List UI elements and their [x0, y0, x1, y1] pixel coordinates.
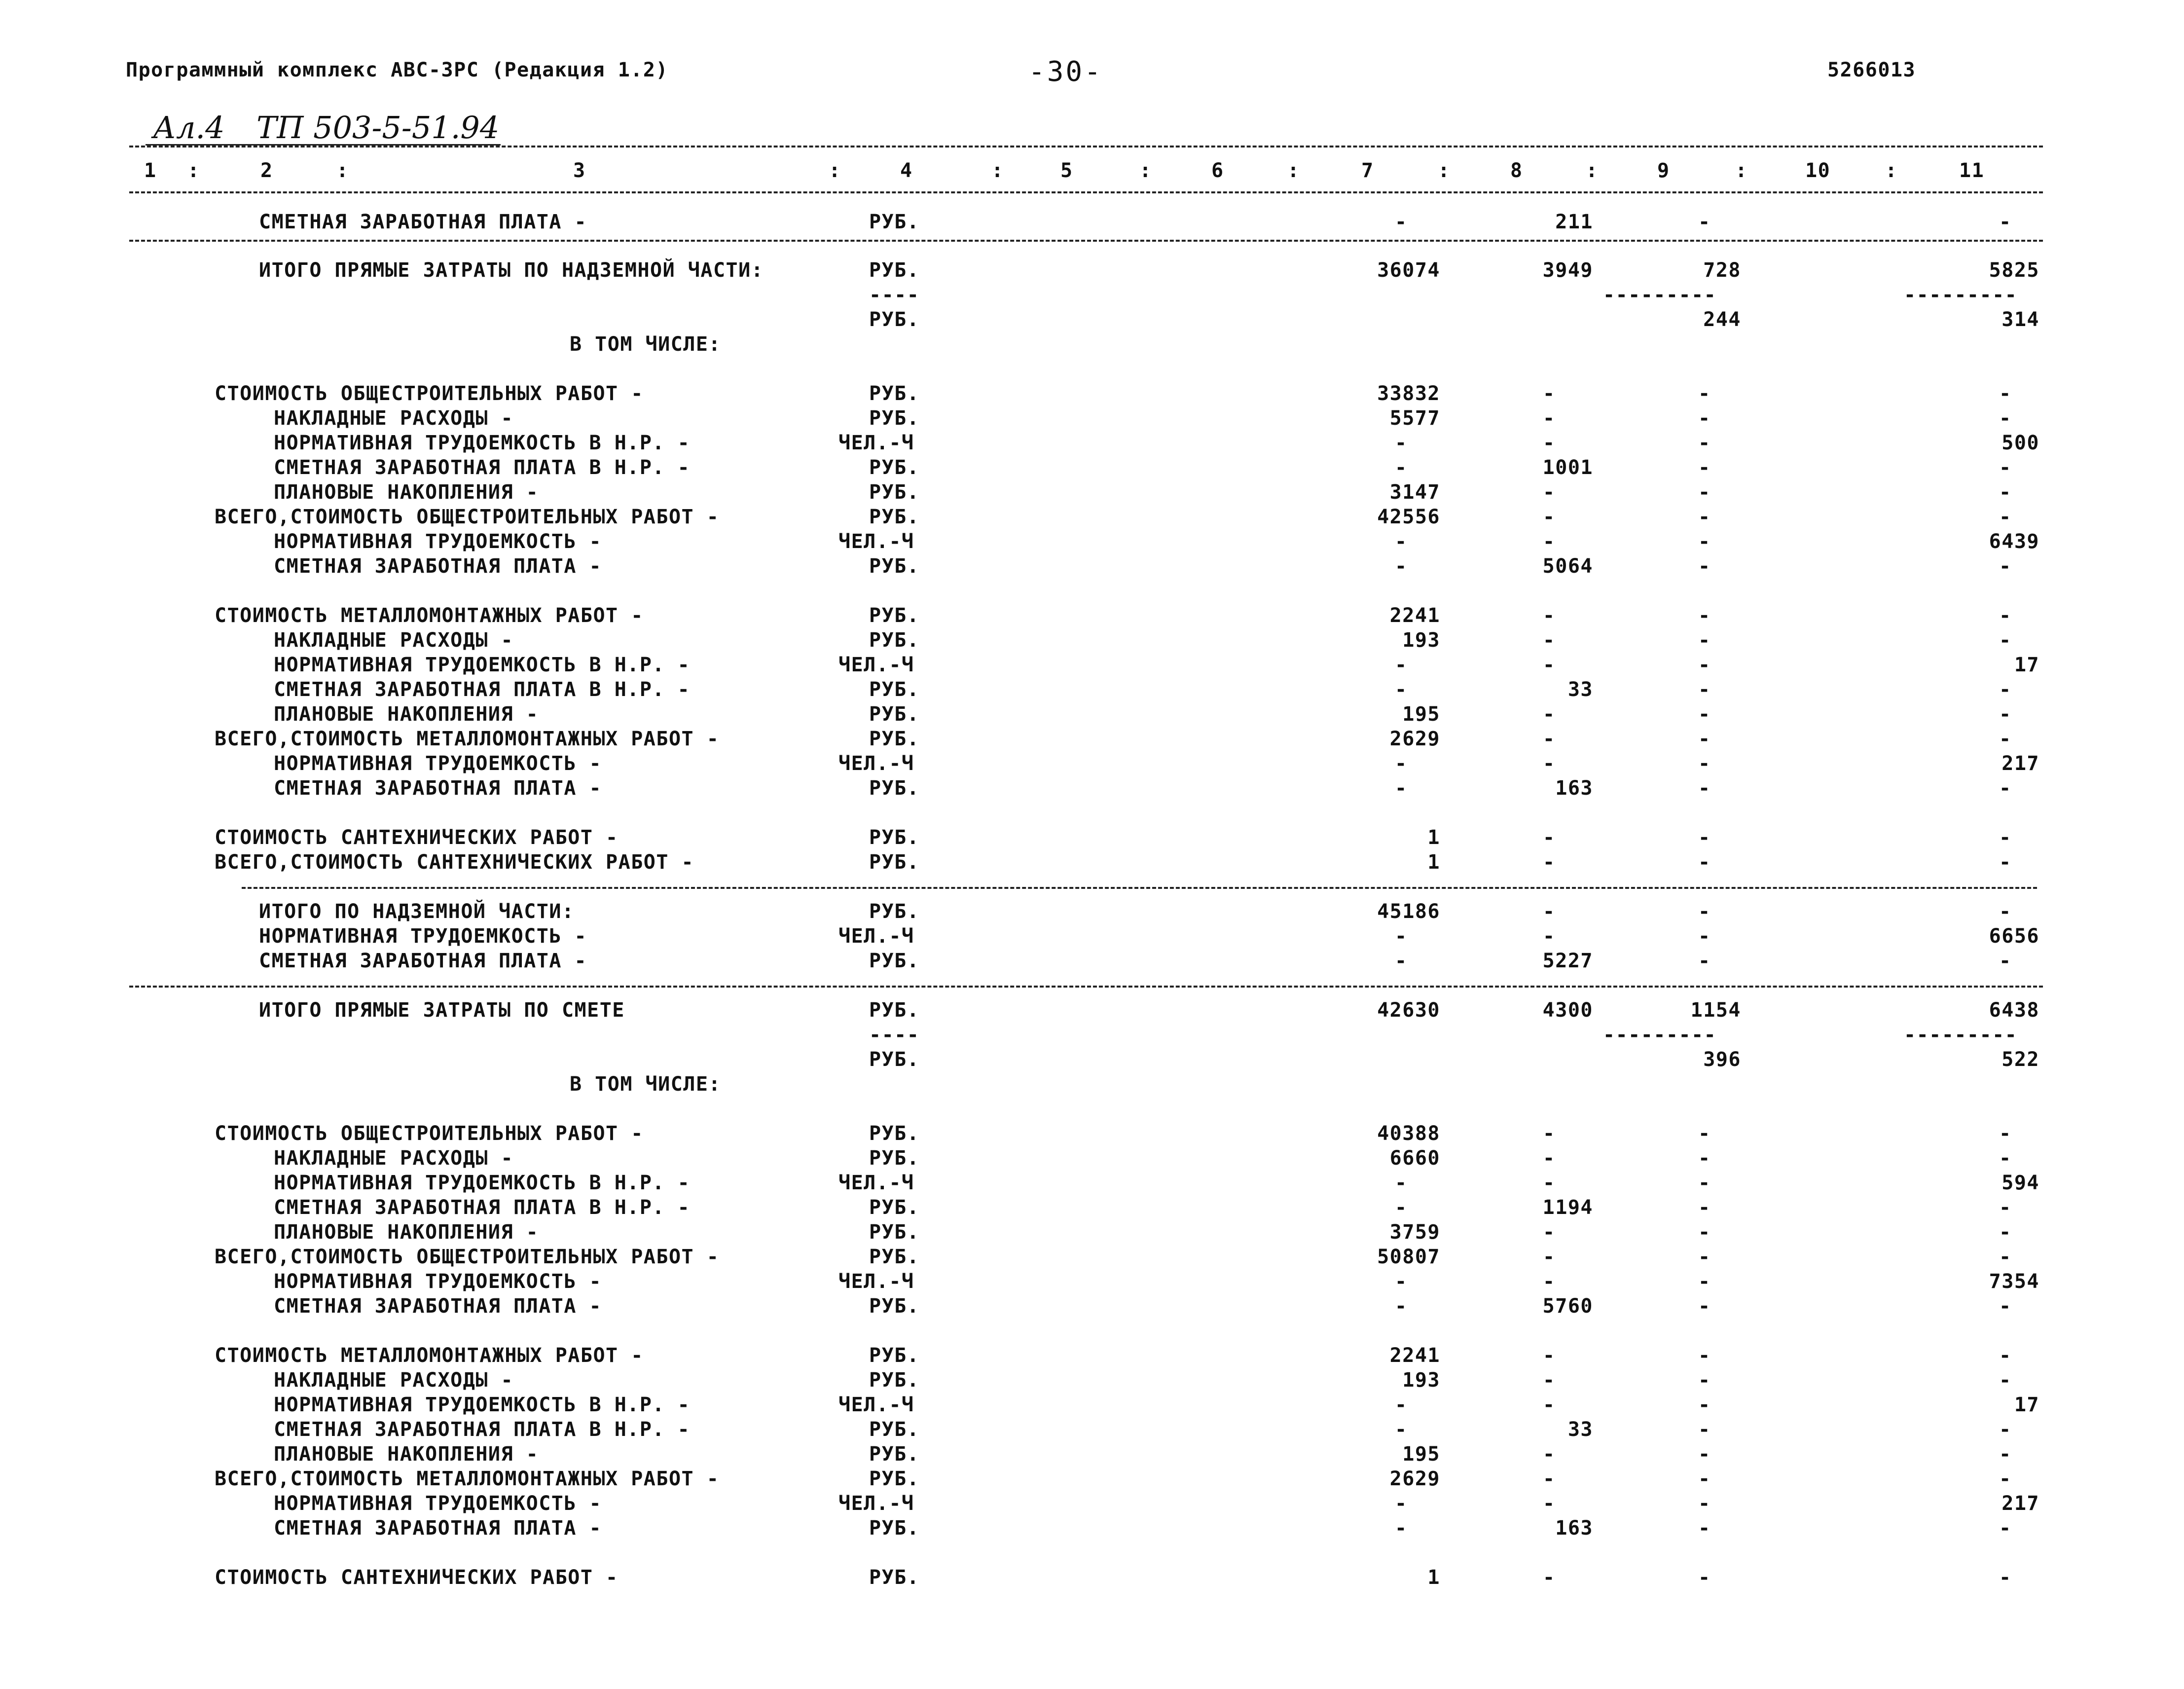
- cell-col7: 2629: [1389, 1468, 1440, 1490]
- cell-col8: 211: [1555, 211, 1593, 233]
- row-unit: РУБ.: [869, 1566, 920, 1589]
- cell-col8: -: [1543, 382, 1556, 405]
- cell-col8: 33: [1567, 678, 1593, 701]
- cell-col8: -: [1543, 432, 1556, 454]
- cell-col11: 500: [2002, 432, 2039, 454]
- unit-underline: ----: [869, 1024, 920, 1046]
- row-label: СМЕТНАЯ ЗАРАБОТНАЯ ПЛАТА -: [274, 777, 602, 800]
- cell-col7: 3147: [1389, 481, 1440, 504]
- cell-col9: -: [1698, 407, 1711, 430]
- cell-col7: -: [1395, 456, 1408, 479]
- row-unit: РУБ.: [869, 1295, 920, 1318]
- cell-col11: 5825: [1989, 259, 2039, 282]
- cell-col7: -: [1395, 1172, 1408, 1194]
- row-unit: РУБ.: [869, 1048, 920, 1071]
- row-unit: РУБ.: [869, 211, 920, 233]
- cell-col11: -: [1999, 1246, 2012, 1268]
- cell-col9: -: [1698, 1147, 1711, 1170]
- row-label: СМЕТНАЯ ЗАРАБОТНАЯ ПЛАТА В Н.Р. -: [274, 1418, 691, 1441]
- cell-col7: 2241: [1389, 604, 1440, 627]
- cell-col11: -: [1999, 826, 2012, 849]
- row-unit: РУБ.: [869, 1344, 920, 1367]
- cell-col8: -: [1543, 728, 1556, 750]
- cell-col11: 522: [2002, 1048, 2039, 1071]
- column-header-3: 3: [573, 159, 586, 182]
- column-header-10: 10: [1805, 159, 1831, 182]
- cell-col8: -: [1543, 1566, 1556, 1589]
- cell-col9: -: [1698, 1369, 1711, 1392]
- cell-col9: -: [1698, 629, 1711, 652]
- row-label: СТОИМОСТЬ САНТЕХНИЧЕСКИХ РАБОТ -: [215, 826, 619, 849]
- row-unit: РУБ.: [869, 481, 920, 504]
- cell-col7: -: [1395, 925, 1408, 948]
- row-label: В ТОМ ЧИСЛЕ:: [570, 1073, 721, 1096]
- row-unit: РУБ.: [869, 1147, 920, 1170]
- document-number: 5266013: [1827, 59, 1916, 81]
- cell-col8: 1001: [1542, 456, 1593, 479]
- cell-col8: 33: [1567, 1418, 1593, 1441]
- cell-col7: -: [1395, 678, 1408, 701]
- cell-col11: 217: [2002, 752, 2039, 775]
- row-unit: РУБ.: [869, 1196, 920, 1219]
- row-label: ВСЕГО,СТОИМОСТЬ МЕТАЛЛОМОНТАЖНЫХ РАБОТ -: [215, 728, 720, 750]
- cell-col11: -: [1999, 604, 2012, 627]
- col9-underline: ---------: [1603, 1024, 1717, 1046]
- cell-col11: -: [1999, 1369, 2012, 1392]
- col11-underline: ---------: [1904, 1024, 2018, 1046]
- cell-col8: -: [1543, 1246, 1556, 1268]
- row-label: НОРМАТИВНАЯ ТРУДОЕМКОСТЬ -: [274, 1492, 602, 1515]
- row-label: ПЛАНОВЫЕ НАКОПЛЕНИЯ -: [274, 703, 539, 726]
- program-title: Программный комплекс АВС-3РС (Редакция 1.2): [126, 59, 669, 81]
- cell-col9: -: [1698, 1492, 1711, 1515]
- cell-col9: -: [1698, 703, 1711, 726]
- cell-col11: 594: [2002, 1172, 2039, 1194]
- cell-col7: 2629: [1389, 728, 1440, 750]
- cell-col8: 5064: [1542, 555, 1593, 578]
- cell-col11: 314: [2002, 308, 2039, 331]
- cell-col9: -: [1698, 1270, 1711, 1293]
- cell-col8: -: [1543, 1221, 1556, 1244]
- row-unit: РУБ.: [869, 826, 920, 849]
- cell-col11: 17: [2014, 654, 2039, 676]
- row-label: НОРМАТИВНАЯ ТРУДОЕМКОСТЬ -: [274, 530, 602, 553]
- cell-col7: -: [1395, 752, 1408, 775]
- table-top-rule: [129, 146, 2043, 147]
- row-unit: РУБ.: [869, 1418, 920, 1441]
- row-unit: РУБ.: [869, 999, 920, 1022]
- cell-col11: -: [1999, 555, 2012, 578]
- cell-col7: 42556: [1377, 506, 1440, 528]
- column-separator: :: [1438, 159, 1451, 182]
- row-unit: РУБ.: [869, 950, 920, 972]
- cell-col9: -: [1698, 432, 1711, 454]
- row-label: СМЕТНАЯ ЗАРАБОТНАЯ ПЛАТА -: [259, 211, 587, 233]
- cell-col9: -: [1698, 1517, 1711, 1540]
- cell-col11: -: [1999, 1566, 2012, 1589]
- unit-underline: ----: [869, 284, 920, 306]
- cell-col8: -: [1543, 1468, 1556, 1490]
- row-label: ИТОГО ПО НАДЗЕМНОЙ ЧАСТИ:: [259, 900, 575, 923]
- cell-col7: -: [1395, 1394, 1408, 1416]
- cell-col9: -: [1698, 382, 1711, 405]
- cell-col11: -: [1999, 900, 2012, 923]
- cell-col11: 7354: [1989, 1270, 2039, 1293]
- cell-col9: -: [1698, 826, 1711, 849]
- cell-col7: 195: [1402, 703, 1440, 726]
- row-label: СМЕТНАЯ ЗАРАБОТНАЯ ПЛАТА В Н.Р. -: [274, 1196, 691, 1219]
- row-unit: РУБ.: [869, 900, 920, 923]
- row-label: ВСЕГО,СТОИМОСТЬ ОБЩЕСТРОИТЕЛЬНЫХ РАБОТ -: [215, 1246, 720, 1268]
- cell-col7: 1: [1427, 826, 1440, 849]
- row-label: В ТОМ ЧИСЛЕ:: [570, 333, 721, 356]
- column-separator: :: [829, 159, 841, 182]
- cell-col7: -: [1395, 1196, 1408, 1219]
- row-unit: РУБ.: [869, 407, 920, 430]
- cell-col7: 45186: [1377, 900, 1440, 923]
- cell-col11: -: [1999, 703, 2012, 726]
- column-separator: :: [1735, 159, 1748, 182]
- row-unit: ЧЕЛ.-Ч: [838, 1492, 914, 1515]
- row-label: НОРМАТИВНАЯ ТРУДОЕМКОСТЬ В Н.Р. -: [274, 1172, 691, 1194]
- row-unit: РУБ.: [869, 1369, 920, 1392]
- cell-col9: -: [1698, 950, 1711, 972]
- cell-col7: -: [1395, 1517, 1408, 1540]
- row-label: ПЛАНОВЫЕ НАКОПЛЕНИЯ -: [274, 1221, 539, 1244]
- cell-col11: -: [1999, 1196, 2012, 1219]
- row-label: НОРМАТИВНАЯ ТРУДОЕМКОСТЬ В Н.Р. -: [274, 432, 691, 454]
- col9-underline: ---------: [1603, 284, 1717, 306]
- column-separator: :: [1139, 159, 1152, 182]
- section-rule: [242, 887, 2037, 889]
- row-label: НАКЛАДНЫЕ РАСХОДЫ -: [274, 629, 514, 652]
- cell-col7: 33832: [1377, 382, 1440, 405]
- col11-underline: ---------: [1904, 284, 2018, 306]
- cell-col7: 50807: [1377, 1246, 1440, 1268]
- cell-col11: -: [1999, 1443, 2012, 1466]
- cell-col8: -: [1543, 1443, 1556, 1466]
- row-unit: РУБ.: [869, 678, 920, 701]
- cell-col7: -: [1395, 1270, 1408, 1293]
- row-unit: РУБ.: [869, 851, 920, 874]
- cell-col9: -: [1698, 456, 1711, 479]
- cell-col9: 728: [1703, 259, 1741, 282]
- cell-col8: -: [1543, 654, 1556, 676]
- cell-col9: -: [1698, 1418, 1711, 1441]
- cell-col9: -: [1698, 678, 1711, 701]
- cell-col8: -: [1543, 629, 1556, 652]
- row-unit: РУБ.: [869, 1122, 920, 1145]
- cell-col8: -: [1543, 481, 1556, 504]
- cell-col8: 1194: [1542, 1196, 1593, 1219]
- page-number: -30-: [1028, 56, 1103, 88]
- row-unit: РУБ.: [869, 777, 920, 800]
- cell-col9: -: [1698, 1221, 1711, 1244]
- row-unit: РУБ.: [869, 555, 920, 578]
- cell-col9: -: [1698, 1566, 1711, 1589]
- cell-col8: -: [1543, 1147, 1556, 1170]
- cell-col7: -: [1395, 432, 1408, 454]
- cell-col9: -: [1698, 777, 1711, 800]
- cell-col11: -: [1999, 1418, 2012, 1441]
- row-label: СМЕТНАЯ ЗАРАБОТНАЯ ПЛАТА -: [274, 1517, 602, 1540]
- row-unit: РУБ.: [869, 728, 920, 750]
- cell-col8: -: [1543, 851, 1556, 874]
- cell-col11: -: [1999, 382, 2012, 405]
- section-rule: [129, 240, 2043, 242]
- row-unit: РУБ.: [869, 259, 920, 282]
- row-unit: ЧЕЛ.-Ч: [838, 1172, 914, 1194]
- row-unit: РУБ.: [869, 1443, 920, 1466]
- cell-col7: -: [1395, 950, 1408, 972]
- cell-col11: -: [1999, 211, 2012, 233]
- cell-col9: -: [1698, 1196, 1711, 1219]
- row-unit: РУБ.: [869, 456, 920, 479]
- row-label: НОРМАТИВНАЯ ТРУДОЕМКОСТЬ В Н.Р. -: [274, 1394, 691, 1416]
- cell-col7: 1: [1427, 851, 1440, 874]
- cell-col8: 5760: [1542, 1295, 1593, 1318]
- cell-col9: -: [1698, 1344, 1711, 1367]
- cell-col9: -: [1698, 1443, 1711, 1466]
- row-label: СТОИМОСТЬ ОБЩЕСТРОИТЕЛЬНЫХ РАБОТ -: [215, 382, 644, 405]
- cell-col8: -: [1543, 1369, 1556, 1392]
- row-unit: РУБ.: [869, 1246, 920, 1268]
- column-separator: :: [336, 159, 349, 182]
- row-unit: РУБ.: [869, 604, 920, 627]
- row-label: СМЕТНАЯ ЗАРАБОТНАЯ ПЛАТА -: [259, 950, 587, 972]
- column-header-4: 4: [900, 159, 913, 182]
- column-header-11: 11: [1959, 159, 1985, 182]
- cell-col9: -: [1698, 851, 1711, 874]
- row-label: НОРМАТИВНАЯ ТРУДОЕМКОСТЬ В Н.Р. -: [274, 654, 691, 676]
- cell-col11: -: [1999, 1221, 2012, 1244]
- cell-col8: -: [1543, 407, 1556, 430]
- cell-col7: -: [1395, 1492, 1408, 1515]
- row-label: ВСЕГО,СТОИМОСТЬ САНТЕХНИЧЕСКИХ РАБОТ -: [215, 851, 694, 874]
- cell-col9: -: [1698, 1122, 1711, 1145]
- cell-col9: -: [1698, 654, 1711, 676]
- cell-col9: -: [1698, 900, 1711, 923]
- cell-col8: -: [1543, 703, 1556, 726]
- cell-col7: -: [1395, 777, 1408, 800]
- row-unit: ЧЕЛ.-Ч: [838, 1394, 914, 1416]
- column-header-8: 8: [1510, 159, 1523, 182]
- cell-col11: 6439: [1989, 530, 2039, 553]
- cell-col7: -: [1395, 654, 1408, 676]
- cell-col7: 3759: [1389, 1221, 1440, 1244]
- cell-col9: -: [1698, 1394, 1711, 1416]
- cell-col11: -: [1999, 629, 2012, 652]
- cell-col11: -: [1999, 1517, 2012, 1540]
- row-unit: ЧЕЛ.-Ч: [838, 432, 914, 454]
- cell-col8: -: [1543, 530, 1556, 553]
- cell-col9: -: [1698, 604, 1711, 627]
- row-label: ПЛАНОВЫЕ НАКОПЛЕНИЯ -: [274, 481, 539, 504]
- cell-col11: 6656: [1989, 925, 2039, 948]
- cell-col7: 1: [1427, 1566, 1440, 1589]
- row-label: ВСЕГО,СТОИМОСТЬ ОБЩЕСТРОИТЕЛЬНЫХ РАБОТ -: [215, 506, 720, 528]
- cell-col9: -: [1698, 1295, 1711, 1318]
- cell-col9: -: [1698, 555, 1711, 578]
- row-unit: РУБ.: [869, 703, 920, 726]
- cell-col8: -: [1543, 1172, 1556, 1194]
- cell-col7: 193: [1402, 1369, 1440, 1392]
- row-label: ИТОГО ПРЯМЫЕ ЗАТРАТЫ ПО НАДЗЕМНОЙ ЧАСТИ:: [259, 259, 764, 282]
- row-unit: ЧЕЛ.-Ч: [838, 752, 914, 775]
- cell-col7: -: [1395, 211, 1408, 233]
- column-header-1: 1: [144, 159, 157, 182]
- cell-col8: -: [1543, 900, 1556, 923]
- cell-col7: 36074: [1377, 259, 1440, 282]
- cell-col7: 42630: [1377, 999, 1440, 1022]
- cell-col8: 163: [1555, 1517, 1593, 1540]
- row-label: НОРМАТИВНАЯ ТРУДОЕМКОСТЬ -: [274, 1270, 602, 1293]
- cell-col9: -: [1698, 1468, 1711, 1490]
- cell-col7: -: [1395, 555, 1408, 578]
- cell-col11: -: [1999, 506, 2012, 528]
- cell-col8: -: [1543, 1492, 1556, 1515]
- row-unit: ЧЕЛ.-Ч: [838, 925, 914, 948]
- column-header-9: 9: [1657, 159, 1670, 182]
- row-label: НАКЛАДНЫЕ РАСХОДЫ -: [274, 1369, 514, 1392]
- row-label: СМЕТНАЯ ЗАРАБОТНАЯ ПЛАТА В Н.Р. -: [274, 678, 691, 701]
- cell-col7: -: [1395, 530, 1408, 553]
- cell-col8: -: [1543, 752, 1556, 775]
- cell-col9: -: [1698, 211, 1711, 233]
- cell-col8: -: [1543, 1344, 1556, 1367]
- cell-col11: 17: [2014, 1394, 2039, 1416]
- cell-col9: 396: [1703, 1048, 1741, 1071]
- cell-col7: 5577: [1389, 407, 1440, 430]
- row-unit: ЧЕЛ.-Ч: [838, 1270, 914, 1293]
- row-label: ВСЕГО,СТОИМОСТЬ МЕТАЛЛОМОНТАЖНЫХ РАБОТ -: [215, 1468, 720, 1490]
- cell-col11: -: [1999, 1147, 2012, 1170]
- row-unit: РУБ.: [869, 506, 920, 528]
- row-unit: РУБ.: [869, 629, 920, 652]
- header-bottom-rule: [129, 191, 2043, 193]
- cell-col7: 2241: [1389, 1344, 1440, 1367]
- row-label: ПЛАНОВЫЕ НАКОПЛЕНИЯ -: [274, 1443, 539, 1466]
- cell-col11: 217: [2002, 1492, 2039, 1515]
- cell-col11: -: [1999, 456, 2012, 479]
- row-label: СТОИМОСТЬ МЕТАЛЛОМОНТАЖНЫХ РАБОТ -: [215, 1344, 644, 1367]
- cell-col11: -: [1999, 950, 2012, 972]
- cell-col8: 4300: [1542, 999, 1593, 1022]
- cell-col8: 3949: [1542, 259, 1593, 282]
- cell-col9: -: [1698, 1172, 1711, 1194]
- cell-col11: -: [1999, 1122, 2012, 1145]
- cell-col7: -: [1395, 1418, 1408, 1441]
- row-unit: РУБ.: [869, 1468, 920, 1490]
- row-unit: ЧЕЛ.-Ч: [838, 654, 914, 676]
- cell-col9: -: [1698, 752, 1711, 775]
- row-unit: ЧЕЛ.-Ч: [838, 530, 914, 553]
- cell-col8: -: [1543, 1270, 1556, 1293]
- row-label: СТОИМОСТЬ САНТЕХНИЧЕСКИХ РАБОТ -: [215, 1566, 619, 1589]
- cell-col9: -: [1698, 925, 1711, 948]
- row-label: СМЕТНАЯ ЗАРАБОТНАЯ ПЛАТА -: [274, 555, 602, 578]
- row-label: СТОИМОСТЬ ОБЩЕСТРОИТЕЛЬНЫХ РАБОТ -: [215, 1122, 644, 1145]
- cell-col11: -: [1999, 1295, 2012, 1318]
- cell-col7: 6660: [1389, 1147, 1440, 1170]
- cell-col11: -: [1999, 1344, 2012, 1367]
- cell-col8: 163: [1555, 777, 1593, 800]
- column-header-7: 7: [1361, 159, 1374, 182]
- cell-col8: -: [1543, 826, 1556, 849]
- cell-col11: -: [1999, 851, 2012, 874]
- column-separator: :: [1586, 159, 1599, 182]
- cell-col11: -: [1999, 481, 2012, 504]
- column-separator: :: [991, 159, 1004, 182]
- column-header-5: 5: [1060, 159, 1073, 182]
- cell-col9: 1154: [1690, 999, 1741, 1022]
- row-label: НАКЛАДНЫЕ РАСХОДЫ -: [274, 407, 514, 430]
- row-unit: РУБ.: [869, 382, 920, 405]
- cell-col11: -: [1999, 728, 2012, 750]
- column-header-2: 2: [260, 159, 273, 182]
- cell-col8: 5227: [1542, 950, 1593, 972]
- row-label: СМЕТНАЯ ЗАРАБОТНАЯ ПЛАТА В Н.Р. -: [274, 456, 691, 479]
- cell-col11: -: [1999, 407, 2012, 430]
- row-label: СМЕТНАЯ ЗАРАБОТНАЯ ПЛАТА -: [274, 1295, 602, 1318]
- row-label: НОРМАТИВНАЯ ТРУДОЕМКОСТЬ -: [259, 925, 587, 948]
- cell-col7: -: [1395, 1295, 1408, 1318]
- cell-col8: -: [1543, 925, 1556, 948]
- cell-col8: -: [1543, 1122, 1556, 1145]
- row-label: НОРМАТИВНАЯ ТРУДОЕМКОСТЬ -: [274, 752, 602, 775]
- cell-col8: -: [1543, 604, 1556, 627]
- cell-col11: -: [1999, 678, 2012, 701]
- cell-col7: 193: [1402, 629, 1440, 652]
- column-separator: :: [1287, 159, 1300, 182]
- row-unit: РУБ.: [869, 1221, 920, 1244]
- section-rule: [129, 986, 2043, 988]
- column-separator: :: [1885, 159, 1898, 182]
- cell-col8: -: [1543, 506, 1556, 528]
- cell-col9: -: [1698, 506, 1711, 528]
- row-label: СТОИМОСТЬ МЕТАЛЛОМОНТАЖНЫХ РАБОТ -: [215, 604, 644, 627]
- row-unit: РУБ.: [869, 1517, 920, 1540]
- cell-col9: -: [1698, 1246, 1711, 1268]
- column-header-6: 6: [1211, 159, 1224, 182]
- cell-col9: -: [1698, 530, 1711, 553]
- cell-col11: -: [1999, 1468, 2012, 1490]
- cell-col9: 244: [1703, 308, 1741, 331]
- row-unit: РУБ.: [869, 308, 920, 331]
- column-separator: :: [187, 159, 200, 182]
- cell-col8: -: [1543, 1394, 1556, 1416]
- row-label: НАКЛАДНЫЕ РАСХОДЫ -: [274, 1147, 514, 1170]
- cell-col9: -: [1698, 728, 1711, 750]
- row-label: ИТОГО ПРЯМЫЕ ЗАТРАТЫ ПО СМЕТЕ: [259, 999, 625, 1022]
- stamp-project-code: ТП 503-5-51.94: [256, 110, 500, 146]
- cell-col7: 40388: [1377, 1122, 1440, 1145]
- cell-col11: 6438: [1989, 999, 2039, 1022]
- cell-col9: -: [1698, 481, 1711, 504]
- cell-col7: 195: [1402, 1443, 1440, 1466]
- cell-col11: -: [1999, 777, 2012, 800]
- stamp-sheet: Ал.4: [153, 110, 225, 146]
